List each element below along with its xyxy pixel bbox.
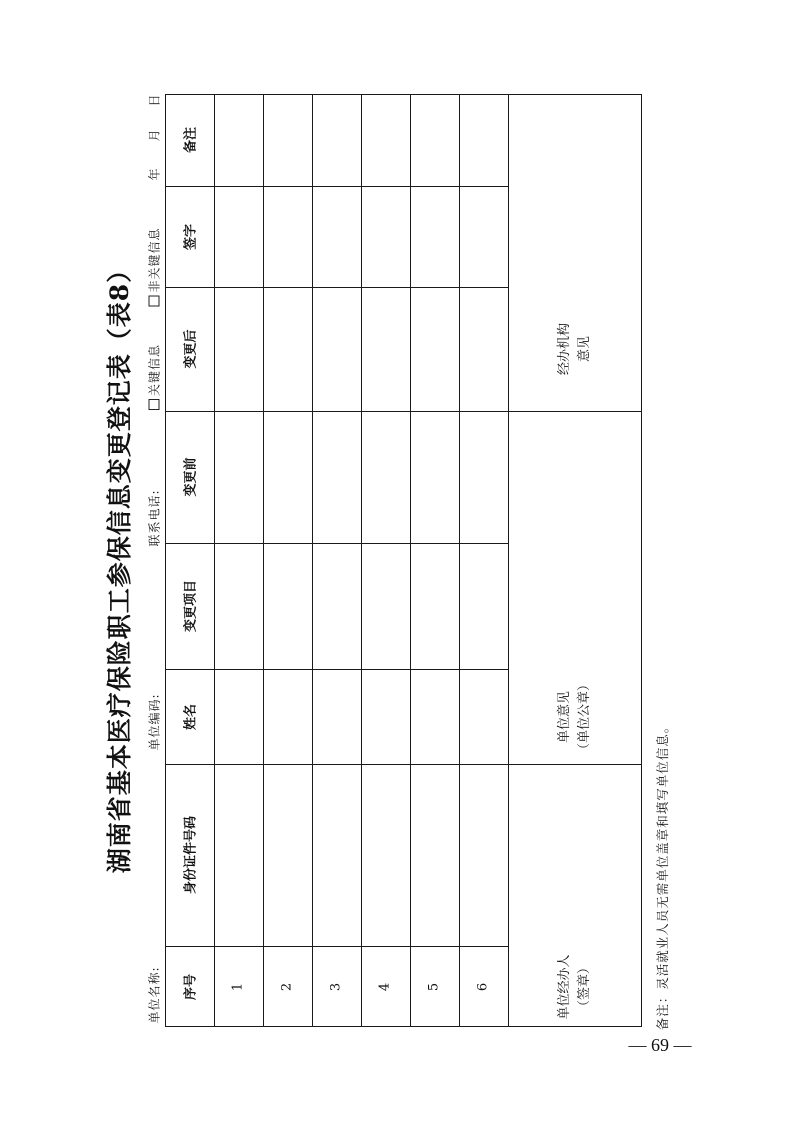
unit-seal-label: （单位公章） [577,677,592,757]
header-seq: 序号 [183,973,199,1001]
agency-opinion-label: 意见 [577,335,592,363]
page-title: 湖南省基本医疗保险职工参保信息变更登记表（表8） [105,256,134,874]
nonkey-info-checkbox[interactable] [146,227,163,306]
unit-handler-label: 单位经办人 [557,954,572,1020]
row-number: 5 [426,982,442,992]
row-number: 1 [230,982,246,992]
unit-opinion [555,678,595,756]
unit-handler-seal-label: （签章） [577,960,592,1014]
header-signature: 签字 [183,223,199,251]
row-number: 3 [328,982,344,992]
header-before: 变更前 [183,457,199,497]
unit-name-label: 单位名称: [147,966,162,1024]
row-number: 4 [377,982,393,992]
checkbox-icon[interactable] [149,399,160,410]
date-month: 月 [147,128,162,142]
agency-opinion [555,323,595,375]
header-change-item: 变更项目 [183,579,199,633]
row-number: 2 [279,982,295,992]
key-info-label: 关键信息 [147,343,162,397]
nonkey-info-label: 非关键信息 [147,227,162,293]
unit-code-label: 单位编码: [147,693,162,751]
checkbox-icon[interactable] [149,296,160,307]
page-number: — 69 — [628,1035,692,1055]
header-remark: 备注 [183,126,199,154]
unit-opinion-label: 单位意见 [557,690,572,744]
phone-label: 联系电话: [147,489,162,547]
unit-handler-signature [555,954,595,1019]
date-day: 日 [147,93,162,107]
agency-label: 经办机构 [557,322,572,376]
date-year: 年 [147,167,162,181]
row-number: 6 [475,982,491,992]
header-name: 姓名 [183,703,199,731]
header-after: 变更后 [183,329,199,369]
footnote: 备注：灵活就业人员无需单位盖章和填写单位信息。 [655,719,670,1031]
header-id-number: 身份证件号码 [183,815,199,895]
key-info-checkbox[interactable] [146,344,163,410]
